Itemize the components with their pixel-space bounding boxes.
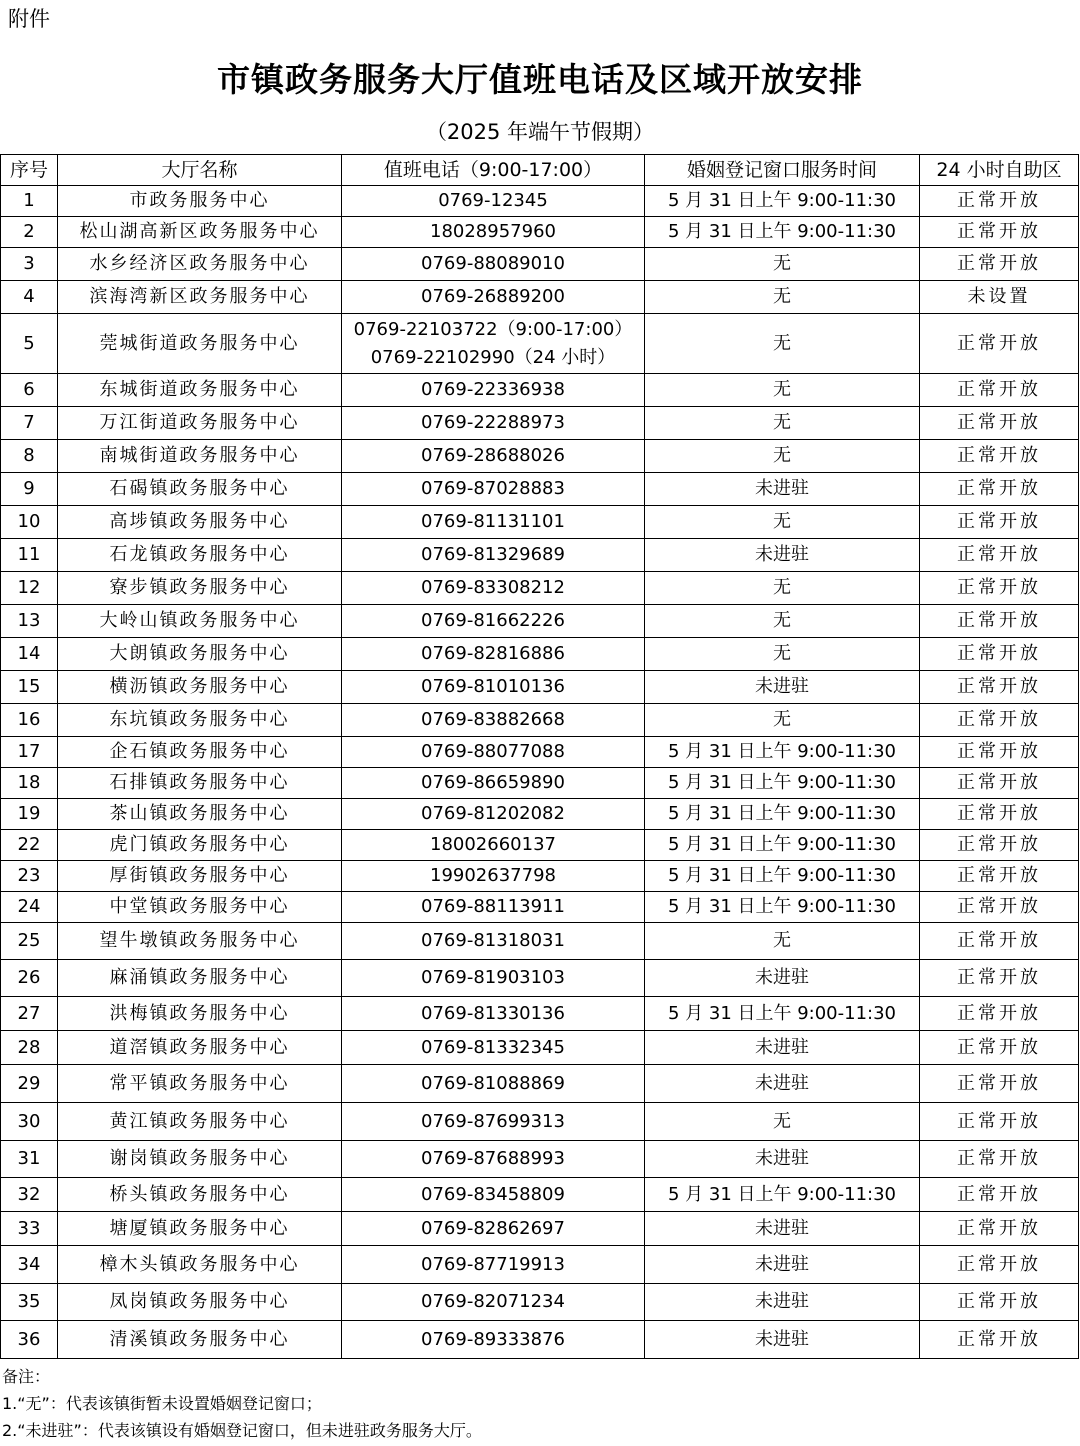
self-service-status: 正常开放	[920, 997, 1079, 1031]
duty-phone: 0769-82862697	[342, 1212, 645, 1246]
self-service-status: 正常开放	[920, 960, 1079, 997]
marriage-window-time: 未进驻	[645, 960, 920, 997]
duty-phone: 0769-87688993	[342, 1141, 645, 1178]
table-header-row	[1, 155, 1079, 186]
marriage-window-time: 5 月 31 日上午 9:00-11:30	[645, 830, 920, 861]
hall-name: 东城街道政务服务中心	[58, 374, 342, 407]
row-index: 11	[1, 539, 58, 572]
header-self-service: 24 小时自助区	[920, 155, 1079, 186]
duty-phone: 0769-88113911	[342, 892, 645, 923]
duty-phone: 0769-83882668	[342, 704, 645, 737]
table-row	[1, 1284, 1079, 1321]
self-service-status: 正常开放	[920, 572, 1079, 605]
duty-phone: 18002660137	[342, 830, 645, 861]
table-row	[1, 1246, 1079, 1284]
hall-name: 企石镇政务服务中心	[58, 737, 342, 768]
notes	[2, 1363, 1078, 1444]
marriage-window-time: 5 月 31 日上午 9:00-11:30	[645, 737, 920, 768]
table-row	[1, 892, 1079, 923]
duty-phone: 0769-81088869	[342, 1065, 645, 1103]
row-index: 22	[1, 830, 58, 861]
self-service-status: 正常开放	[920, 638, 1079, 671]
marriage-window-time: 5 月 31 日上午 9:00-11:30	[645, 1178, 920, 1212]
duty-phone: 0769-81330136	[342, 997, 645, 1031]
self-service-status: 正常开放	[920, 1284, 1079, 1321]
hall-name: 樟木头镇政务服务中心	[58, 1246, 342, 1284]
marriage-window-time: 无	[645, 923, 920, 960]
table-row	[1, 1178, 1079, 1212]
row-index: 3	[1, 248, 58, 281]
row-index: 14	[1, 638, 58, 671]
table-row	[1, 1212, 1079, 1246]
duty-phone: 0769-22288973	[342, 407, 645, 440]
hall-name: 石龙镇政务服务中心	[58, 539, 342, 572]
hall-name: 麻涌镇政务服务中心	[58, 960, 342, 997]
table-row	[1, 572, 1079, 605]
row-index: 5	[1, 314, 58, 374]
marriage-window-time: 未进驻	[645, 1065, 920, 1103]
note-item: 2.“未进驻”：代表该镇设有婚姻登记窗口，但未进驻政务服务大厅。	[2, 1421, 482, 1440]
marriage-window-time: 未进驻	[645, 1321, 920, 1359]
hall-name: 塘厦镇政务服务中心	[58, 1212, 342, 1246]
hall-name: 中堂镇政务服务中心	[58, 892, 342, 923]
hall-name: 寮步镇政务服务中心	[58, 572, 342, 605]
marriage-window-time: 无	[645, 1103, 920, 1141]
self-service-status: 正常开放	[920, 1103, 1079, 1141]
marriage-window-time: 无	[645, 248, 920, 281]
table-row	[1, 1031, 1079, 1065]
duty-phone-line: 0769-22103722（9:00-17:00）	[353, 318, 633, 340]
document-subtitle: （2025 年端午节假期）	[425, 120, 655, 144]
self-service-status: 正常开放	[920, 539, 1079, 572]
marriage-window-time: 5 月 31 日上午 9:00-11:30	[645, 217, 920, 248]
hall-name: 南城街道政务服务中心	[58, 440, 342, 473]
self-service-status: 正常开放	[920, 830, 1079, 861]
marriage-window-time: 5 月 31 日上午 9:00-11:30	[645, 799, 920, 830]
hall-name: 桥头镇政务服务中心	[58, 1178, 342, 1212]
marriage-window-time: 未进驻	[645, 671, 920, 704]
hall-name: 道滘镇政务服务中心	[58, 1031, 342, 1065]
hall-name: 洪梅镇政务服务中心	[58, 997, 342, 1031]
hall-name: 横沥镇政务服务中心	[58, 671, 342, 704]
hall-name: 谢岗镇政务服务中心	[58, 1141, 342, 1178]
row-index: 29	[1, 1065, 58, 1103]
self-service-status: 正常开放	[920, 737, 1079, 768]
marriage-window-time: 未进驻	[645, 1141, 920, 1178]
table-row	[1, 737, 1079, 768]
header-index: 序号	[1, 155, 58, 186]
table-row	[1, 1141, 1079, 1178]
marriage-window-time: 未进驻	[645, 539, 920, 572]
row-index: 32	[1, 1178, 58, 1212]
duty-phone: 0769-81332345	[342, 1031, 645, 1065]
marriage-window-time: 无	[645, 407, 920, 440]
table-row	[1, 830, 1079, 861]
hall-name: 黄江镇政务服务中心	[58, 1103, 342, 1141]
schedule-table	[0, 154, 1079, 1359]
duty-phone: 0769-26889200	[342, 281, 645, 314]
row-index: 4	[1, 281, 58, 314]
hall-name: 虎门镇政务服务中心	[58, 830, 342, 861]
row-index: 6	[1, 374, 58, 407]
marriage-window-time: 无	[645, 605, 920, 638]
header-duty-phone: 值班电话（9:00-17:00）	[342, 155, 645, 186]
duty-phone: 0769-83458809	[342, 1178, 645, 1212]
marriage-window-time: 未进驻	[645, 1031, 920, 1065]
duty-phone: 0769-87699313	[342, 1103, 645, 1141]
table-row	[1, 374, 1079, 407]
duty-phone: 0769-83308212	[342, 572, 645, 605]
row-index: 28	[1, 1031, 58, 1065]
table-row	[1, 1103, 1079, 1141]
row-index: 7	[1, 407, 58, 440]
marriage-window-time: 未进驻	[645, 473, 920, 506]
table-row	[1, 960, 1079, 997]
marriage-window-time: 无	[645, 374, 920, 407]
table-row	[1, 407, 1079, 440]
row-index: 9	[1, 473, 58, 506]
hall-name: 厚街镇政务服务中心	[58, 861, 342, 892]
marriage-window-time: 无	[645, 704, 920, 737]
row-index: 24	[1, 892, 58, 923]
marriage-window-time: 无	[645, 638, 920, 671]
table-row	[1, 1065, 1079, 1103]
header-marriage-window: 婚姻登记窗口服务时间	[645, 155, 920, 186]
marriage-window-time: 5 月 31 日上午 9:00-11:30	[645, 892, 920, 923]
self-service-status: 正常开放	[920, 671, 1079, 704]
marriage-window-time: 未进驻	[645, 1284, 920, 1321]
table-row	[1, 473, 1079, 506]
duty-phone: 19902637798	[342, 861, 645, 892]
hall-name: 石碣镇政务服务中心	[58, 473, 342, 506]
table-row	[1, 861, 1079, 892]
row-index: 27	[1, 997, 58, 1031]
hall-name: 万江街道政务服务中心	[58, 407, 342, 440]
hall-name: 凤岗镇政务服务中心	[58, 1284, 342, 1321]
hall-name: 大岭山镇政务服务中心	[58, 605, 342, 638]
self-service-status: 正常开放	[920, 605, 1079, 638]
duty-phone: 0769-82816886	[342, 638, 645, 671]
self-service-status: 正常开放	[920, 407, 1079, 440]
hall-name: 松山湖高新区政务服务中心	[58, 217, 342, 248]
duty-phone: 0769-12345	[342, 186, 645, 217]
row-index: 23	[1, 861, 58, 892]
self-service-status: 正常开放	[920, 861, 1079, 892]
row-index: 12	[1, 572, 58, 605]
self-service-status: 正常开放	[920, 1031, 1079, 1065]
hall-name: 东坑镇政务服务中心	[58, 704, 342, 737]
marriage-window-time: 5 月 31 日上午 9:00-11:30	[645, 768, 920, 799]
duty-phone: 0769-81662226	[342, 605, 645, 638]
duty-phone: 0769-82071234	[342, 1284, 645, 1321]
table-row	[1, 217, 1079, 248]
row-index: 35	[1, 1284, 58, 1321]
row-index: 18	[1, 768, 58, 799]
attachment-label: 附件	[8, 7, 50, 31]
row-index: 36	[1, 1321, 58, 1359]
marriage-window-time: 无	[645, 572, 920, 605]
table-row	[1, 314, 1079, 374]
row-index: 1	[1, 186, 58, 217]
self-service-status: 正常开放	[920, 1246, 1079, 1284]
hall-name: 滨海湾新区政务服务中心	[58, 281, 342, 314]
self-service-status: 正常开放	[920, 1141, 1079, 1178]
duty-phone: 0769-88089010	[342, 248, 645, 281]
duty-phone: 18028957960	[342, 217, 645, 248]
duty-phone: 0769-89333876	[342, 1321, 645, 1359]
self-service-status: 正常开放	[920, 374, 1079, 407]
marriage-window-time: 未进驻	[645, 1246, 920, 1284]
self-service-status: 正常开放	[920, 704, 1079, 737]
duty-phone: 0769-81010136	[342, 671, 645, 704]
hall-name: 常平镇政务服务中心	[58, 1065, 342, 1103]
self-service-status: 未设置	[920, 281, 1079, 314]
table-row	[1, 605, 1079, 638]
row-index: 26	[1, 960, 58, 997]
marriage-window-time: 5 月 31 日上午 9:00-11:30	[645, 997, 920, 1031]
table-row	[1, 704, 1079, 737]
row-index: 8	[1, 440, 58, 473]
row-index: 15	[1, 671, 58, 704]
table-row	[1, 281, 1079, 314]
hall-name: 石排镇政务服务中心	[58, 768, 342, 799]
duty-phone: 0769-28688026	[342, 440, 645, 473]
row-index: 16	[1, 704, 58, 737]
self-service-status: 正常开放	[920, 799, 1079, 830]
row-index: 34	[1, 1246, 58, 1284]
table-row	[1, 440, 1079, 473]
row-index: 13	[1, 605, 58, 638]
self-service-status: 正常开放	[920, 892, 1079, 923]
notes-heading: 备注：	[2, 1367, 51, 1386]
hall-name: 市政务服务中心	[58, 186, 342, 217]
marriage-window-time: 5 月 31 日上午 9:00-11:30	[645, 861, 920, 892]
duty-phone: 0769-87719913	[342, 1246, 645, 1284]
self-service-status: 正常开放	[920, 506, 1079, 539]
self-service-status: 正常开放	[920, 1321, 1079, 1359]
self-service-status: 正常开放	[920, 186, 1079, 217]
note-item: 1.“无”：代表该镇街暂未设置婚姻登记窗口；	[2, 1394, 322, 1413]
table-row	[1, 799, 1079, 830]
hall-name: 大朗镇政务服务中心	[58, 638, 342, 671]
table-row	[1, 506, 1079, 539]
row-index: 31	[1, 1141, 58, 1178]
duty-phone: 0769-81903103	[342, 960, 645, 997]
table-row	[1, 923, 1079, 960]
marriage-window-time: 未进驻	[645, 1212, 920, 1246]
marriage-window-time: 无	[645, 281, 920, 314]
document-title: 市镇政务服务大厅值班电话及区域开放安排	[217, 60, 863, 99]
table-row	[1, 997, 1079, 1031]
row-index: 19	[1, 799, 58, 830]
duty-phone: 0769-88077088	[342, 737, 645, 768]
row-index: 2	[1, 217, 58, 248]
self-service-status: 正常开放	[920, 473, 1079, 506]
hall-name: 水乡经济区政务服务中心	[58, 248, 342, 281]
header-hall-name: 大厅名称	[58, 155, 342, 186]
duty-phone: 0769-87028883	[342, 473, 645, 506]
row-index: 25	[1, 923, 58, 960]
self-service-status: 正常开放	[920, 768, 1079, 799]
self-service-status: 正常开放	[920, 314, 1079, 374]
marriage-window-time: 无	[645, 314, 920, 374]
self-service-status: 正常开放	[920, 1065, 1079, 1103]
hall-name: 高埗镇政务服务中心	[58, 506, 342, 539]
marriage-window-time: 无	[645, 440, 920, 473]
row-index: 30	[1, 1103, 58, 1141]
table-row	[1, 768, 1079, 799]
table-row	[1, 671, 1079, 704]
table-row	[1, 638, 1079, 671]
hall-name: 清溪镇政务服务中心	[58, 1321, 342, 1359]
duty-phone: 0769-22336938	[342, 374, 645, 407]
table-row	[1, 539, 1079, 572]
self-service-status: 正常开放	[920, 1212, 1079, 1246]
self-service-status: 正常开放	[920, 217, 1079, 248]
self-service-status: 正常开放	[920, 923, 1079, 960]
table-row	[1, 1321, 1079, 1359]
table-row	[1, 186, 1079, 217]
self-service-status: 正常开放	[920, 440, 1079, 473]
row-index: 17	[1, 737, 58, 768]
row-index: 33	[1, 1212, 58, 1246]
marriage-window-time: 5 月 31 日上午 9:00-11:30	[645, 186, 920, 217]
duty-phone-line: 0769-22102990（24 小时）	[370, 346, 616, 368]
hall-name: 莞城街道政务服务中心	[58, 314, 342, 374]
duty-phone: 0769-81202082	[342, 799, 645, 830]
duty-phone: 0769-81131101	[342, 506, 645, 539]
duty-phone	[342, 314, 645, 374]
self-service-status: 正常开放	[920, 1178, 1079, 1212]
hall-name: 望牛墩镇政务服务中心	[58, 923, 342, 960]
row-index: 10	[1, 506, 58, 539]
self-service-status: 正常开放	[920, 248, 1079, 281]
table-row	[1, 248, 1079, 281]
duty-phone: 0769-81318031	[342, 923, 645, 960]
duty-phone: 0769-81329689	[342, 539, 645, 572]
hall-name: 茶山镇政务服务中心	[58, 799, 342, 830]
marriage-window-time: 无	[645, 506, 920, 539]
duty-phone: 0769-86659890	[342, 768, 645, 799]
